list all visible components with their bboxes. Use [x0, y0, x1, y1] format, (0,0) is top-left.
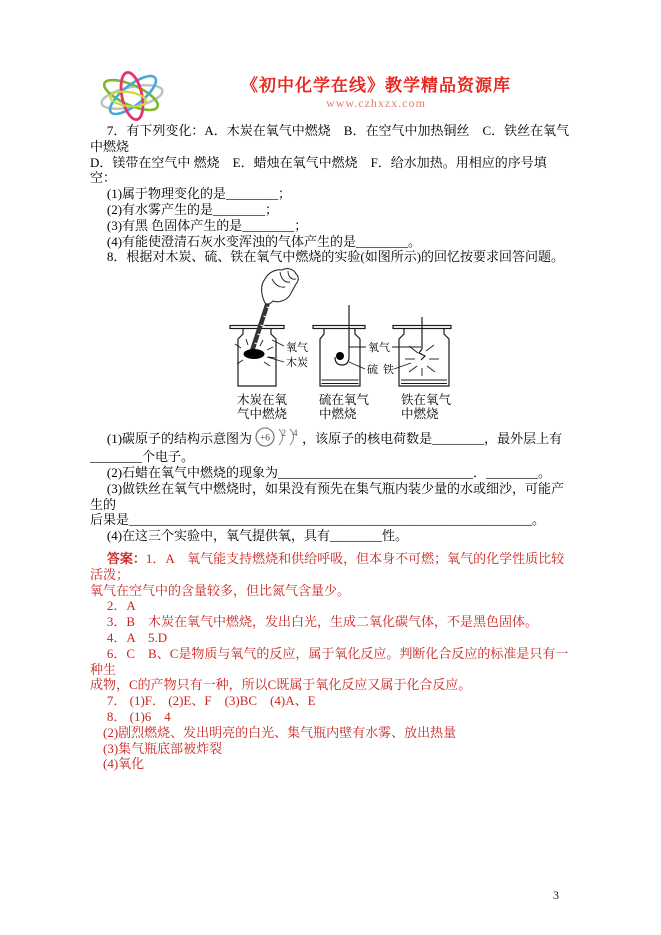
- answer-line-6: 6．C B、C是物质与氧气的反应，属于氧化反应。判断化合反应的标准是只有一种生: [90, 645, 569, 677]
- sulfur-leader: [349, 362, 365, 369]
- bottle3-caption-line2: 中燃烧: [401, 407, 439, 422]
- hand-icon: [262, 269, 299, 304]
- answer-line-8: 8． (1)6 4: [106, 708, 171, 724]
- answer-1-text: 1．A 氧气能支持燃烧和供给呼吸，但本身不可燃；氧气的化学性质比较活泼；: [90, 550, 565, 582]
- answers-label: 答案：: [106, 550, 146, 566]
- page-number: 3: [553, 888, 559, 902]
- iron-bottle-group: [383, 317, 452, 421]
- bottle1-cover-plate: [230, 326, 284, 329]
- bottle1-charcoal-label: 木炭: [286, 357, 308, 370]
- question-8-sub-4: (4)在这三个实验中，氧气提供氧，具有________性。: [106, 528, 409, 544]
- bottle2-sulfur-label: 硫: [367, 364, 378, 377]
- question-7-line-2: D．镁带在空气中 燃烧 E．蜡烛在氧气中燃烧 F．给水加热。用相应的序号填空：: [90, 154, 547, 186]
- iron-wire-coil: [419, 349, 425, 360]
- answers-section: [90, 551, 571, 772]
- bottle1-oxygen-label: 氧气: [286, 342, 308, 355]
- answer-line-3: 3．B 木炭在氧气中燃烧，发出白光，生成二氧化碳气体，不是黑色固体。: [106, 614, 539, 630]
- atom-shell-inner-count: 2: [281, 428, 287, 439]
- question-8-sub-3-line-1: (3)做铁丝在氧气中燃烧时，如果没有预先在集气瓶内装少量的水或细沙，可能产生的: [90, 480, 565, 512]
- site-url: www.czhxzx.com: [326, 96, 426, 110]
- q8-sub1-pre: (1)碳原子的结构示意图为: [106, 431, 253, 447]
- atom-nucleus-charge: +6: [260, 433, 271, 444]
- bottle1-oxygen-leader: [272, 340, 284, 346]
- bottle2-oxygen-label: 氧气: [368, 342, 390, 355]
- iron-leader: [394, 363, 411, 369]
- answer-8-sub-2: (2)剧烈燃烧、发出明亮的白光、集气瓶内壁有水雾、放出热量: [103, 724, 457, 740]
- question-7-line-1: 7．有下列变化：A．木炭在氧气中燃烧 B．在空气中加热铜丝 C．铁丝在氧气中燃烧: [90, 123, 570, 154]
- question-7-sub-4: (4)有能使澄清石灰水变浑浊的气体产生的是________。: [106, 233, 422, 249]
- answer-line-1-cont: 氧气在空气中的含量较多，但比氮气含量少。: [90, 582, 351, 598]
- bottle2-caption-line2: 中燃烧: [319, 407, 357, 422]
- worksheet-body: [90, 123, 571, 772]
- answer-line-4-5: 4．A 5.D: [106, 629, 168, 645]
- combustion-experiments-diagram: [212, 267, 514, 425]
- letterhead-text: [180, 76, 572, 110]
- site-title: 《初中化学在线》教学精品资源库: [241, 76, 511, 95]
- bottle2-cover-plate: [313, 326, 365, 329]
- question-7-sub-1: (1)属于物理变化的是________；: [106, 186, 292, 202]
- answer-line-1: [90, 551, 571, 583]
- atom-logo-icon: [94, 70, 172, 122]
- answer-line-7: 7． (1)F． (2)E、F (3)BC (4)A、E: [106, 693, 316, 709]
- q8-sub1-post: ，该原子的核电荷数是________，最外层上有: [302, 431, 563, 447]
- answer-line-6-cont: 成物，C的产物只有一种，所以C既属于氧化反应又属于化合反应。: [90, 677, 472, 693]
- bottle1-caption-line1: 木炭在氧: [237, 393, 288, 408]
- bottle3-iron-label: 铁: [383, 364, 394, 377]
- charcoal-bottle-group: [230, 269, 308, 421]
- question-7-sub-3: (3)有黑 色固体产生的是________；: [106, 217, 308, 233]
- carbon-atom-structure-icon: [253, 425, 301, 449]
- sulfur-lump-icon: [336, 352, 344, 360]
- atom-shell-outer-count: 4: [293, 428, 298, 439]
- answer-8-sub-4: (4)氧化: [103, 756, 145, 772]
- question-8-sub-1-cont: ________个电子。: [90, 449, 195, 465]
- question-8-intro: 8．根据对木炭、硫、铁在氧气中燃烧的实验(如图所示)的回忆按要求回答问题。: [106, 249, 565, 265]
- bottle1-caption-line2: 气中燃烧: [237, 407, 288, 422]
- bottle3-caption-line1: 铁在氧气: [401, 393, 452, 408]
- letterhead: [90, 70, 572, 124]
- answer-line-2: 2．A: [106, 598, 136, 614]
- question-8-sub-2: (2)石蜡在氧气中燃烧的现象为______________________________．________。: [106, 464, 552, 480]
- question-7-sub-2: (2)有水雾产生的是________；: [106, 201, 279, 217]
- question-8-sub-3-line-2: 后果是______________________________________________________________。: [90, 512, 546, 528]
- question-8-sub-1: [90, 425, 571, 449]
- bottle2-caption-line1: 硫在氧气: [319, 393, 370, 408]
- answer-8-sub-3: (3)集气瓶底部被炸裂: [103, 740, 223, 756]
